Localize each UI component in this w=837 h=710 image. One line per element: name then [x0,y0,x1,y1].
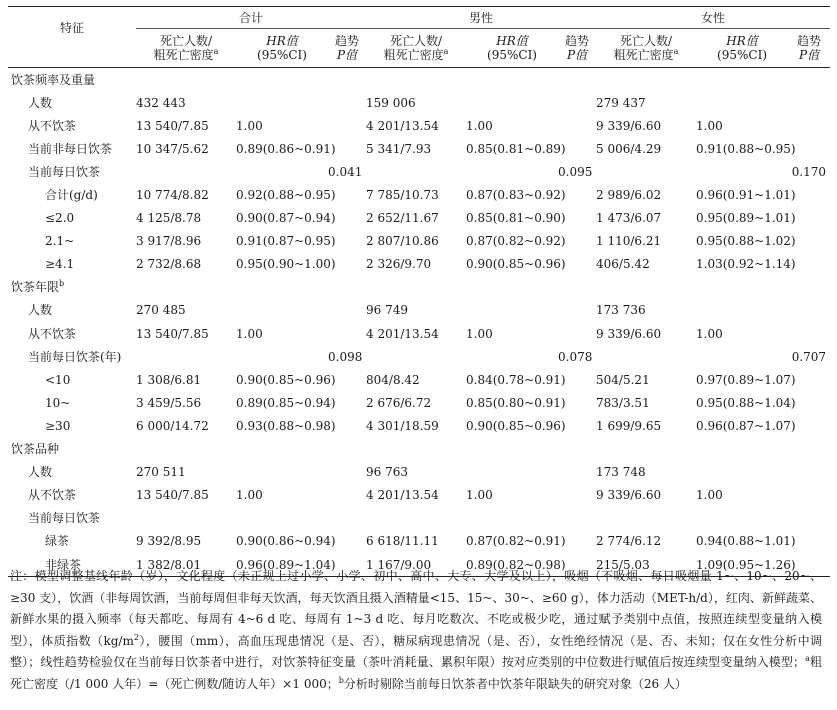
table-cell [366,345,466,368]
table-cell [136,438,236,461]
table-cell [328,484,366,507]
hr-line1: HR值 [266,34,298,48]
table-cell: 0.89(0.82~0.98) [466,553,558,577]
table-row [8,183,830,206]
table-row [8,230,830,253]
table-cell [788,507,830,530]
table-cell [136,507,236,530]
row-label: ≥4.1 [45,257,75,272]
table-row [8,322,830,345]
deaths-line2: 粗死亡密度 [153,48,214,62]
table-cell [558,507,596,530]
table-cell [136,345,236,368]
table-cell: 2 732/8.68 [136,257,202,272]
trend-line2: P值 [799,48,820,62]
table-cell: 173 736 [596,303,646,318]
table-row [8,91,830,114]
row-label: 当前非每日饮茶 [28,141,113,156]
table-cell [328,438,366,461]
table-cell [788,299,830,322]
table-cell [328,114,366,137]
table-cell: 1.00 [236,118,263,133]
header-feature: 特征 [8,7,136,68]
table-cell [466,276,558,299]
table-cell: 3 459/5.56 [136,395,202,410]
table-cell [696,438,788,461]
subheader-hr-female [696,29,788,68]
table-cell: 2 774/6.12 [596,534,662,549]
hr-line1: HR值 [496,34,528,48]
trend-line1: 趋势 [335,34,360,48]
table-cell [136,68,236,92]
table-cell: 0.87(0.83~0.92) [466,188,566,203]
table-cell: 279 437 [596,95,646,110]
table-cell [136,160,236,183]
table-cell: 0.90(0.86~0.94) [236,534,336,549]
row-label: <10 [45,372,71,387]
hr-line1: HR值 [726,34,758,48]
row-label: 绿茶 [45,534,70,549]
table-cell: 0.95(0.88~1.02) [696,234,796,249]
subheader-deaths-female [596,29,696,68]
table-cell: 1.09(0.95~1.26) [696,553,788,577]
table-cell [366,507,466,530]
table-cell: 159 006 [366,95,416,110]
table-row [8,461,830,484]
table-cell [788,91,830,114]
footnote-sup-a: a [805,654,810,664]
header-group-male: 男性 [366,7,596,29]
table-cell: 4 201/13.54 [366,488,439,503]
table-cell: 1.00 [236,326,263,341]
table-cell: 0.098 [328,349,363,364]
results-table [8,6,830,577]
trend-line1: 趋势 [797,34,822,48]
table-cell [696,276,788,299]
table-cell [788,68,830,92]
table-cell: 0.95(0.90~1.00) [236,257,336,272]
table-cell: 432 443 [136,95,186,110]
table-cell: 1 110/6.21 [596,234,662,249]
table-cell: 4 301/18.59 [366,418,439,433]
table-row [8,414,830,437]
table-cell: 0.90(0.87~0.94) [236,211,336,226]
row-label: 人数 [28,465,53,480]
table-cell: 1.00 [466,326,493,341]
table-cell [696,91,788,114]
table-cell: 0.90(0.85~0.96) [466,257,566,272]
table-cell: 4 125/8.78 [136,211,202,226]
table-cell: 1.00 [466,118,493,133]
table-cell [328,461,366,484]
table-cell [328,68,366,92]
table-cell: 0.96(0.89~1.04) [236,553,328,577]
table-cell [596,160,696,183]
table-cell [466,438,558,461]
table-cell: 13 540/7.85 [136,118,209,133]
table-cell [466,68,558,92]
table-cell: 1.00 [236,488,263,503]
row-label: 10~ [45,395,71,410]
table-cell: 2 326/9.70 [366,257,432,272]
table-cell [596,68,696,92]
table-cell: 96 749 [366,303,409,318]
table-cell: 2 652/11.67 [366,211,439,226]
subheader-hr-total [236,29,328,68]
table-cell [596,276,696,299]
table-cell: 0.96(0.91~1.01) [696,188,796,203]
table-cell: 5 006/4.29 [596,141,662,156]
table-cell: 504/5.21 [596,372,650,387]
subheader-trend-male [558,29,596,68]
table-cell: 6 618/11.11 [366,534,439,549]
table-cell [366,68,466,92]
hr-line2: (95%CI) [717,48,768,62]
subheader-trend-female [788,29,830,68]
deaths-line1: 死亡人数/ [620,34,673,48]
table-cell: 0.96(0.87~1.07) [696,418,796,433]
table-cell: 270 485 [136,303,186,318]
table-cell [788,438,830,461]
table-cell: 13 540/7.85 [136,488,209,503]
table-cell: 10 774/8.82 [136,188,209,203]
table-cell: 270 511 [136,465,186,480]
table-cell [236,438,328,461]
table-cell [136,276,236,299]
deaths-line1: 死亡人数/ [389,34,443,48]
table-cell: 1.00 [466,488,493,503]
table-cell [596,345,696,368]
table-cell [558,276,596,299]
trend-line2: P值 [566,48,588,62]
table-cell [328,276,366,299]
table-cell: 0.707 [791,349,827,364]
row-label: 当前每日饮茶 [28,511,101,526]
row-label: 饮茶品种 [11,442,60,457]
table-cell: 2 676/6.72 [366,395,432,410]
table-cell: 9 339/6.60 [596,326,662,341]
table-cell: 804/8.42 [366,372,420,387]
table-cell: 6 000/14.72 [136,418,209,433]
table-cell: 4 201/13.54 [366,118,439,133]
table-cell: 1.00 [696,326,723,341]
row-label: 饮茶年限$^b$ [11,279,65,295]
row-label: 非绿茶 [8,553,136,577]
table-cell: 173 748 [596,465,646,480]
table-row [8,114,830,137]
table-body [8,68,830,577]
table-cell: 1.00 [696,488,723,503]
table-cell: 2 807/10.86 [366,234,439,249]
table-cell: 4 201/13.54 [366,326,439,341]
table-cell [696,160,788,183]
subheader-trend-total [328,29,366,68]
table-cell [696,507,788,530]
table-cell [236,461,328,484]
table-cell: 0.90(0.85~0.96) [466,418,566,433]
table-cell [236,299,328,322]
table-cell [466,461,558,484]
table-cell [466,345,558,368]
row-label: 从不饮茶 [28,118,77,133]
table-cell [788,461,830,484]
footnote-part-2: ），腰围（mm），高血压现患情况（是、否），糖尿病现患情况（是、否），女性绝经情况（是、否、未知；仅在女性分析中调整）；线性趋势检验仅在当前每日饮茶者中进行，对饮茶特征变量（茶叶消耗量、累积年限）按对应类别的中位数进行赋值后按连续型变量纳入模型； [10,633,822,670]
table-cell [558,299,596,322]
table-cell [788,484,830,507]
table-cell [558,461,596,484]
table-row [8,345,830,368]
deaths-line1: 死亡人数/ [159,34,213,48]
table-row [8,438,830,461]
deaths-line2: 粗死亡密度 [613,48,674,62]
table-row [8,253,830,276]
row-label: 从不饮茶 [28,488,77,503]
table-cell: 0.095 [558,164,593,179]
table-cell [366,276,466,299]
table-cell [236,507,328,530]
table-cell: 7 785/10.73 [366,188,439,203]
table-cell: 0.85(0.80~0.91) [466,395,566,410]
table-cell: 2 989/6.02 [596,188,662,203]
table-cell [788,114,830,137]
row-label: 当前每日饮茶(年) [28,349,122,364]
table-cell: 10 347/5.62 [136,141,209,156]
row-label: ≥30 [45,418,71,433]
row-label: 合计(g/d) [45,188,98,203]
table-cell [696,345,788,368]
table-cell: 1 699/9.65 [596,418,662,433]
table-cell: 1 382/8.01 [136,553,236,577]
trend-line1: 趋势 [565,34,590,48]
table-cell: 1.00 [696,118,723,133]
row-label-sup: b [59,279,65,289]
table-cell: 13 540/7.85 [136,326,209,341]
deaths-sup: a [443,47,449,56]
footnote-sup-b: b [338,675,344,685]
row-label: 当前每日饮茶 [28,164,101,179]
row-label: 人数 [28,95,53,110]
table-cell [696,68,788,92]
table-cell [558,68,596,92]
table-cell [558,322,596,345]
table-cell: 783/3.51 [596,395,650,410]
table-cell: 0.94(0.88~1.01) [696,534,796,549]
footnote-part-3: 粗死亡密度（/1 000 人年）=（死亡例数/随访人年）×1 000； [10,655,822,691]
trend-line2: P值 [336,48,358,62]
deaths-sup: a [673,47,679,56]
table-row [8,484,830,507]
table-cell: 0.041 [328,164,363,179]
table-row [8,299,830,322]
table-row [8,368,830,391]
table-footnote [10,566,822,696]
table-cell [366,160,466,183]
table-cell: 0.84(0.78~0.91) [466,372,566,387]
table-cell: 0.91(0.88~0.95) [696,141,796,156]
table-cell [696,299,788,322]
table-cell: 0.87(0.82~0.91) [466,534,566,549]
table-cell [366,438,466,461]
table-cell [558,484,596,507]
header-group-total: 合计 [136,7,366,29]
table-row [8,68,830,92]
subheader-hr-male [466,29,558,68]
table-row [8,276,830,299]
table-cell: 9 339/6.60 [596,118,662,133]
table-cell [328,299,366,322]
hr-line2: (95%CI) [257,48,307,62]
table-cell: 0.90(0.85~0.96) [236,372,336,387]
row-label: 饮茶频率及重量 [11,72,96,87]
table-cell: 0.95(0.88~1.04) [696,395,796,410]
table-row [8,207,830,230]
table-cell: 406/5.42 [596,257,650,272]
deaths-line2: 粗死亡密度 [383,48,444,62]
table-cell [466,160,558,183]
table-cell: 0.93(0.88~0.98) [236,418,336,433]
subheader-deaths-male [366,29,466,68]
footnote-part-4: 分析时剔除当前每日饮茶者中饮茶年限缺失的研究对象（26 人） [343,676,687,691]
table-cell [328,322,366,345]
row-label: 2.1~ [45,234,75,249]
table-cell [236,276,328,299]
table-cell: 0.85(0.81~0.89) [466,141,566,156]
table-cell [236,160,328,183]
table-cell [788,322,830,345]
table-row [8,137,830,160]
table-cell: 215/5.03 [596,553,696,577]
table-row [8,507,830,530]
deaths-sup: a [213,47,219,56]
subheader-deaths-total [136,29,236,68]
table-row [8,530,830,553]
table-cell: 0.170 [791,164,827,179]
footnote-sup-2: 2 [133,632,139,642]
table-cell: 0.89(0.86~0.91) [236,141,336,156]
table-cell: 0.85(0.81~0.90) [466,211,566,226]
table-cell [558,438,596,461]
table-cell: 1 473/6.07 [596,211,662,226]
table-row [8,160,830,183]
table-cell [466,91,558,114]
table-cell: 0.87(0.82~0.92) [466,234,566,249]
table-cell: 1 167/9.00 [366,553,466,577]
table-cell: 0.91(0.87~0.95) [236,234,336,249]
table-cell: 0.92(0.88~0.95) [236,188,336,203]
table-cell [788,276,830,299]
table-cell: 9 392/8.95 [136,534,202,549]
table-cell: 0.95(0.89~1.01) [696,211,796,226]
table-cell [328,507,366,530]
row-label: 从不饮茶 [28,326,77,341]
row-label: ≤2.0 [45,211,75,226]
table-cell: 96 763 [366,465,409,480]
table-cell [596,507,696,530]
table-cell [466,507,558,530]
table-cell [236,345,328,368]
footnote-part-1: 注：模型调整基线年龄（岁），文化程度（未正规上过小学、小学、初中、高中、大专、大学及以上），吸烟（不吸烟、每日吸烟量 1~、10~、20~、≥30 支），饮酒（非每周饮酒，当前每周但非每天饮酒，每天饮酒且摄入酒精量<15、15~、30~、≥60 g），体力活动（MET-h/d），红肉、新鲜蔬菜、新鲜水果的摄入频率（每天都吃、每周有 4~6 d 吃、每周有 1~3 d 吃、每月吃数次、不吃或极少吃，通过赋予类别中点值，按照连续型变量纳入模型），体质指数（kg/m [10,569,822,648]
table-cell [558,91,596,114]
table-cell [696,461,788,484]
table-cell [466,299,558,322]
header-group-female: 女性 [596,7,830,29]
hr-line2: (95%CI) [487,48,537,62]
table-cell [596,438,696,461]
table-cell [328,91,366,114]
table-cell [236,68,328,92]
table-cell: 3 917/8.96 [136,234,202,249]
table-row [8,391,830,414]
table-cell: 1.03(0.92~1.14) [696,257,796,272]
table-cell: 0.89(0.85~0.94) [236,395,336,410]
table-cell: 0.078 [558,349,593,364]
row-label: 人数 [28,303,53,318]
table-cell: 1 308/6.81 [136,372,202,387]
table-cell [558,114,596,137]
table-cell: 5 341/7.93 [366,141,432,156]
table-cell [236,91,328,114]
table-cell: 9 339/6.60 [596,488,662,503]
table-cell: 0.97(0.89~1.07) [696,372,796,387]
